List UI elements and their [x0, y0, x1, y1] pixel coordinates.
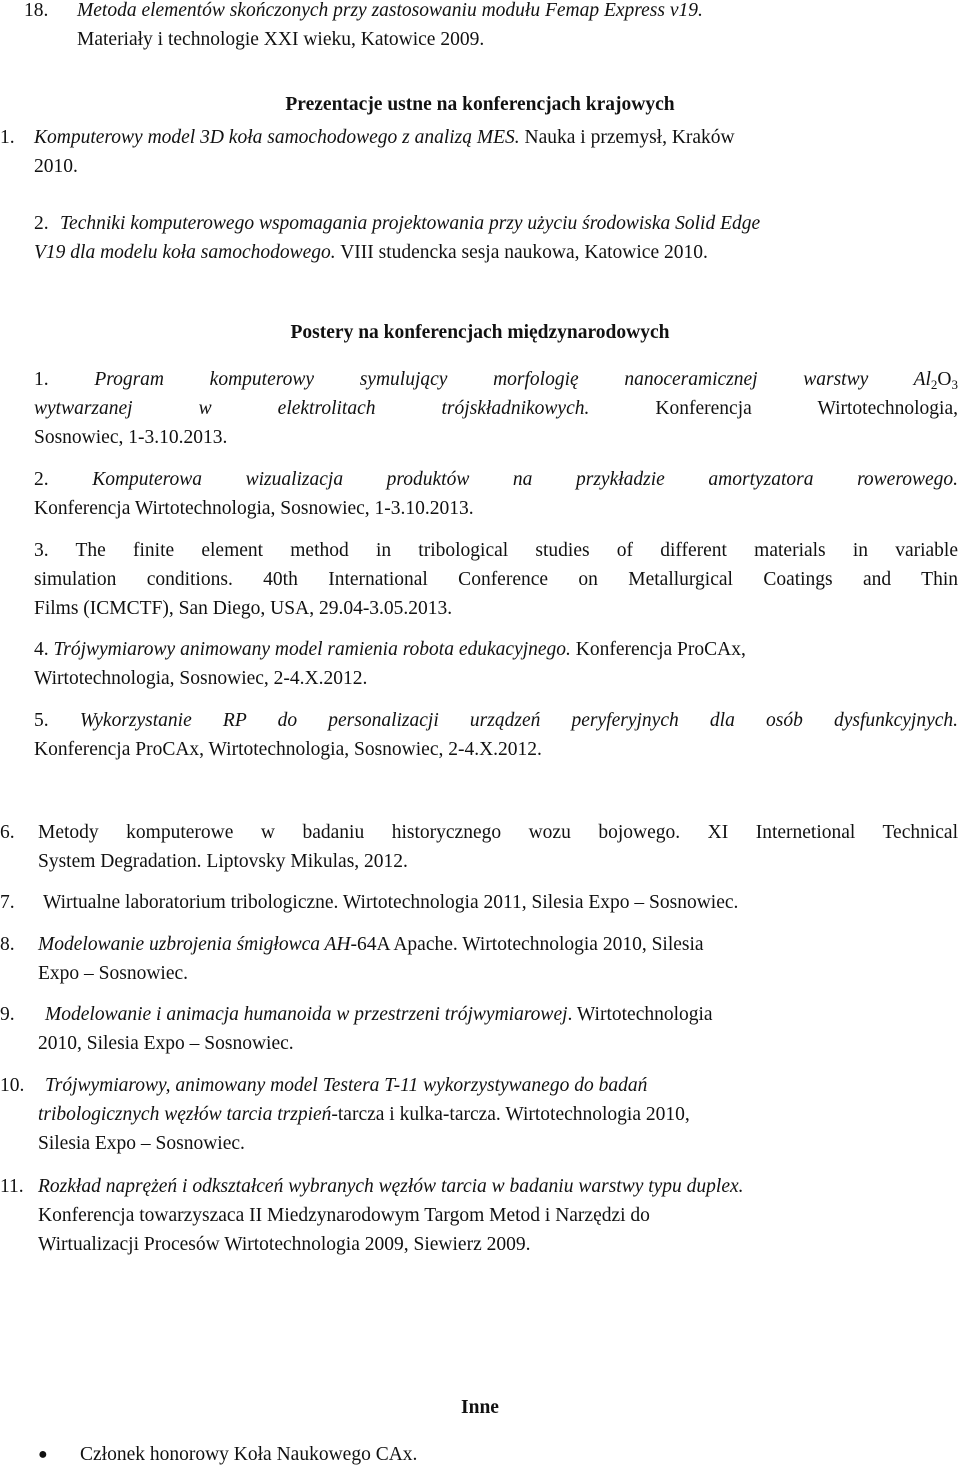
item-title-cont: wytwarzanej w elektrolitach trójskładnikowych. [34, 398, 590, 419]
item-venue: . Wirtotechnologia [567, 1004, 713, 1025]
item-number: 4. [34, 639, 49, 660]
list-item [0, 930, 958, 988]
item-venue-cont: Wirtualizacji Procesów Wirtotechnologia 2009, Siewierz 2009. [38, 1234, 531, 1255]
bullet-item [0, 1440, 958, 1469]
item-title: Techniki komputerowego wspomagania projektowania przy użyciu środowiska Solid Edge [60, 213, 761, 234]
list-item [34, 465, 958, 523]
list-item [0, 1000, 958, 1058]
item-title: Modelowanie i animacja humanoida w przestrzeni trójwymiarowej [45, 1004, 568, 1025]
item-number: 10. [0, 1075, 25, 1096]
item-number: 11. [0, 1176, 24, 1197]
item-title: Rozkład naprężeń i odkształceń wybranych węzłów tarcia w badaniu warstwy typu duplex. [38, 1176, 744, 1197]
subscript: 3 [951, 377, 959, 392]
item-venue: VIII studencka sesja naukowa, Katowice 2010. [335, 242, 708, 263]
item-title: Wykorzystanie RP do personalizacji urządzeń peryferyjnych dla osób dysfunkcyjnych. [79, 710, 958, 731]
item-number: 2. [34, 469, 49, 490]
item-venue: Konferencja Wirtotechnologia, Sosnowiec, 1-3.10.2013. [34, 498, 474, 519]
item-venue-cont: Wirtotechnologia, Sosnowiec, 2-4.X.2012. [34, 668, 368, 689]
list-item [0, 888, 958, 917]
item-text: simulation conditions. 40th International Conference on Metallurgical Coatings and Thin [34, 569, 958, 590]
item-title: Program komputerowy symulujący morfologię nanoceramicznej warstwy Al [94, 369, 931, 390]
item-venue: Nauka i przemysł, Kraków [519, 127, 735, 148]
list-item [0, 209, 958, 267]
item-text: Wirtualne laboratorium tribologiczne. Wirtotechnologia 2011, Silesia Expo – Sosnowiec. [43, 892, 739, 913]
item-title: Komputerowa wizualizacja produktów na przykładzie amortyzatora rowerowego. [92, 469, 958, 490]
bullet-icon: ● [38, 1446, 48, 1463]
item-number: 1. [0, 127, 15, 148]
item-venue-cont: Sosnowiec, 1-3.10.2013. [34, 427, 228, 448]
item-venue: Konferencja Wirtotechnologia, [589, 398, 958, 419]
item-text: The finite element method in tribological studies of different materials in variable [75, 540, 958, 561]
list-item [34, 365, 958, 452]
item-venue: Konferencja ProCAx, Wirtotechnologia, Sosnowiec, 2-4.X.2012. [34, 739, 542, 760]
item-text: Metody komputerowe w badaniu historycznego wozu bojowego. XI Internetional Technical [38, 822, 958, 843]
item-venue: Konferencja ProCAx, [570, 639, 746, 660]
item-venue-cont: 2010. [34, 156, 78, 177]
item-text: Films (ICMCTF), San Diego, USA, 29.04-3.05.2013. [34, 598, 453, 619]
subscript: 2 [930, 377, 938, 392]
item-number: 6. [0, 822, 15, 843]
item-number: 9. [0, 1004, 15, 1025]
list-item [0, 1071, 958, 1158]
item-venue: Konferencja towarzyszaca II Miedzynarodowym Targom Metod i Narzędzi do [38, 1205, 650, 1226]
item-number: 1. [34, 369, 49, 390]
item-title: Modelowanie uzbrojenia śmigłowca AH [38, 934, 351, 955]
item-venue-cont: Silesia Expo – Sosnowiec. [38, 1133, 245, 1154]
list-item [34, 635, 958, 693]
item-number: 8. [0, 934, 15, 955]
item-title: Trójwymiarowy animowany model ramienia robota edukacyjnego. [53, 639, 571, 660]
list-item [0, 818, 958, 876]
item-title: Komputerowy model 3D koła samochodowego z analizą MES. [34, 127, 520, 148]
list-item [0, 0, 958, 54]
item-formula: O [937, 369, 952, 390]
item-title-cont: V19 dla modelu koła samochodowego. [34, 242, 336, 263]
item-number: 18. [24, 0, 49, 21]
list-item [0, 1172, 958, 1259]
section-heading: Postery na konferencjach międzynarodowych [290, 322, 670, 343]
bullet-text: Członek honorowy Koła Naukowego CAx. [80, 1444, 418, 1465]
item-venue: -tarcza i kulka-tarcza. Wirtotechnologia 2010, [331, 1104, 690, 1125]
section-heading: Inne [461, 1397, 499, 1418]
list-item [34, 536, 958, 623]
item-venue-cont: 2010, Silesia Expo – Sosnowiec. [38, 1033, 294, 1054]
section-heading: Prezentacje ustne na konferencjach krajowych [285, 94, 675, 115]
list-item [34, 706, 958, 764]
item-number: 2. [34, 213, 49, 234]
item-title: Trójwymiarowy, animowany model Testera T-11 wykorzystywanego do badań [45, 1075, 648, 1096]
list-item [0, 123, 958, 181]
item-title: Metoda elementów skończonych przy zastosowaniu modułu Femap Express v19. [77, 0, 703, 21]
item-venue: Materiały i technologie XXI wieku, Katowice 2009. [77, 29, 485, 50]
item-venue-cont: Expo – Sosnowiec. [38, 963, 189, 984]
item-venue: -64A Apache. Wirtotechnologia 2010, Silesia [350, 934, 704, 955]
item-number: 7. [0, 892, 15, 913]
item-text: System Degradation. Liptovsky Mikulas, 2012. [38, 851, 408, 872]
item-number: 3. [34, 540, 49, 561]
item-number: 5. [34, 710, 49, 731]
item-title-cont: tribologicznych węzłów tarcia trzpień [38, 1104, 332, 1125]
